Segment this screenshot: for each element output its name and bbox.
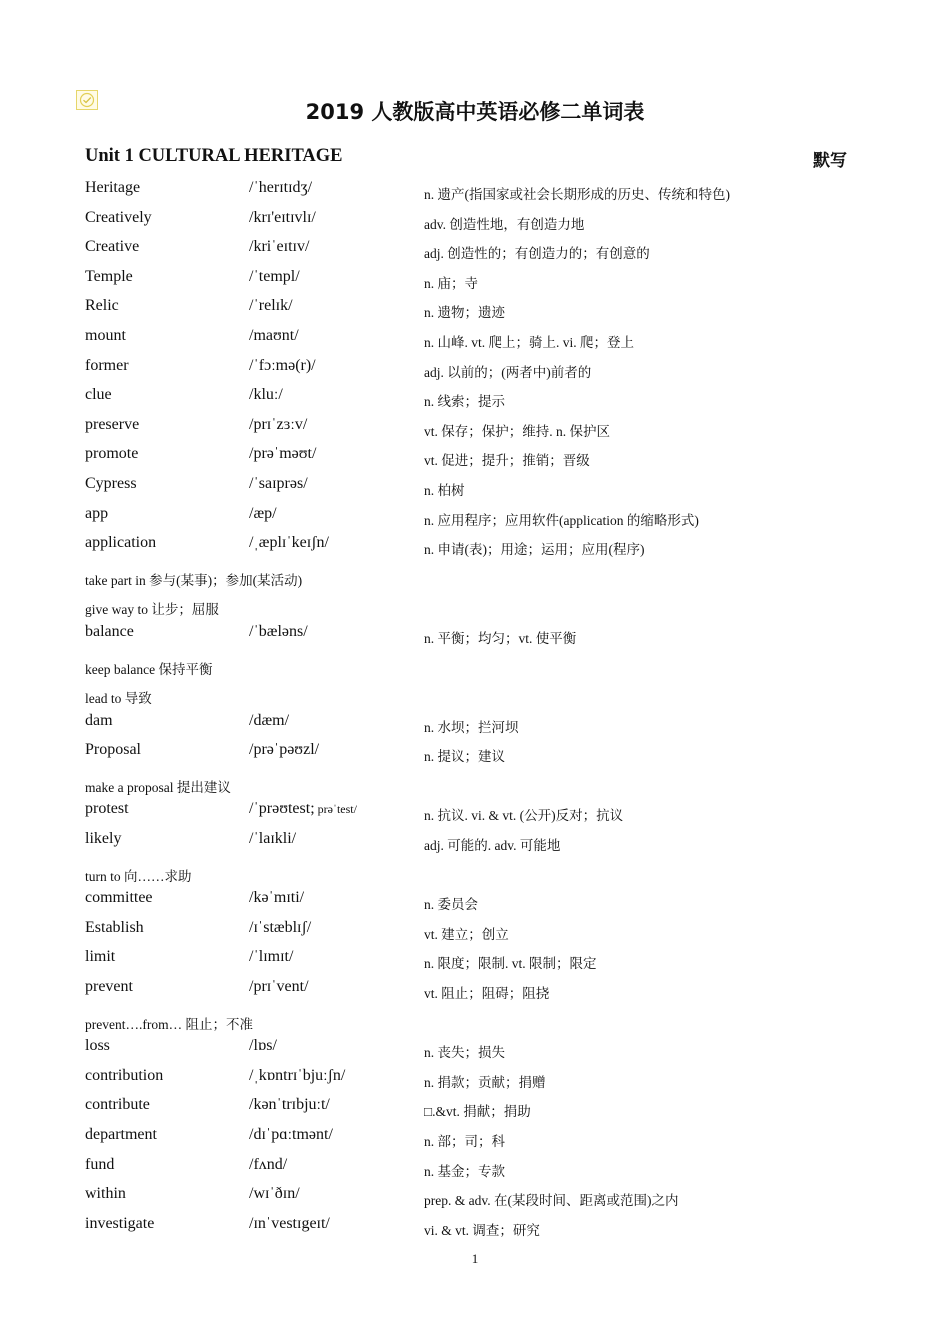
vocab-phonetic (249, 534, 329, 552)
vocab-phonetic (249, 238, 309, 256)
vocab-row (85, 738, 885, 768)
phrase-text: take part in 参与(某事)；参加(某活动) (85, 572, 303, 588)
vocab-meaning: n. 柏树 (424, 482, 465, 498)
vocab-meaning: adj. 创造性的；有创造力的；有创意的 (424, 246, 650, 262)
phonetic-text: /prəˈpəʊzl/ (249, 741, 320, 759)
vocab-row (85, 383, 885, 413)
vocab-row (85, 1034, 885, 1064)
vocab-meaning: n. 限度；限制. vt. 限制；限定 (424, 956, 597, 972)
vocab-row (85, 1212, 885, 1242)
vocab-phonetic (249, 919, 311, 937)
phonetic-text: /dɪˈpɑːtmənt/ (249, 1126, 333, 1143)
vocab-meaning: vt. 促进；提升；推销；晋级 (424, 453, 590, 469)
vocab-meaning: prep. & adv. 在(某段时间、距离或范围)之内 (424, 1193, 679, 1209)
phrase-row (85, 1005, 885, 1035)
page-number: 1 (471, 1251, 479, 1266)
phrase-text: turn to 向……求助 (85, 868, 192, 884)
vocab-phonetic (249, 1037, 277, 1055)
vocab-meaning: n. 平衡；均匀；vt. 使平衡 (424, 630, 577, 646)
phonetic-text: /wɪˈðɪn/ (249, 1185, 300, 1203)
vocab-row (85, 1093, 885, 1123)
phonetic-text: /dæm/ (249, 711, 290, 729)
vocab-meaning: vt. 阻止；阻碍；阻挠 (424, 986, 550, 1002)
phonetic-text: /kəˈmɪti/ (249, 889, 305, 907)
vocab-phonetic (249, 505, 277, 523)
vocab-meaning: adj. 可能的. adv. 可能地 (424, 838, 561, 854)
vocab-row (85, 945, 885, 975)
vocab-phonetic (249, 978, 309, 996)
vocab-word: investigate (85, 1214, 155, 1232)
phonetic-text: /kriˈeɪtɪv/ (249, 238, 310, 256)
phonetic-text: /ˌkɒntrɪˈbjuːʃn/ (249, 1066, 346, 1084)
vocab-phonetic (249, 357, 316, 375)
vocab-phonetic (249, 386, 283, 404)
vocab-word: Cypress (85, 474, 137, 492)
vocab-phonetic (249, 445, 316, 463)
vocab-phonetic (249, 741, 319, 759)
vocab-row (85, 620, 885, 650)
vocab-row (85, 1123, 885, 1153)
vocab-row (85, 265, 885, 295)
vocab-meaning: n. 捐款；贡献；捐赠 (424, 1074, 546, 1090)
vocab-meaning: n. 应用程序；应用软件(application 的缩略形式) (424, 512, 699, 528)
vocab-meaning: n. 申请(表)；用途；运用；应用(程序) (424, 542, 645, 558)
vocab-meaning: n. 水坝；拦河坝 (424, 719, 519, 735)
vocab-word: likely (85, 830, 122, 848)
vocab-phonetic (249, 889, 304, 907)
phrase-text: make a proposal 提出建议 (85, 779, 231, 795)
vocab-word: Temple (85, 267, 133, 285)
vocab-word: app (85, 504, 109, 522)
vocab-meaning: vi. & vt. 调查；研究 (424, 1222, 540, 1238)
vocab-row (85, 324, 885, 354)
vocab-meaning: vt. 保存；保护；维持. n. 保护区 (424, 423, 611, 439)
vocab-phonetic (249, 948, 293, 966)
unit-heading: Unit 1 CULTURAL HERITAGE (85, 146, 343, 166)
vocab-word: Relic (85, 297, 119, 315)
dictation-label: 默写 (813, 151, 847, 171)
phonetic-text: /lɒs/ (249, 1037, 277, 1055)
phonetic-text: /ˈsaɪprəs/ (249, 474, 308, 492)
vocab-row (85, 472, 885, 502)
vocab-meaning: n. 遗物；遗迹 (424, 305, 505, 321)
vocab-row (85, 709, 885, 739)
phrase-row (85, 561, 885, 591)
vocab-row (85, 1153, 885, 1183)
vocab-word: preserve (85, 415, 140, 433)
phrase-text: prevent….from… 阻止；不准 (85, 1016, 253, 1032)
vocab-phonetic (249, 1156, 287, 1174)
vocab-meaning: n. 基金；专款 (424, 1163, 505, 1179)
vocab-phonetic (249, 830, 296, 848)
phonetic-text: /ˈrelɪk/ (249, 297, 293, 315)
vocab-meaning: n. 遗产(指国家或社会长期形成的历史、传统和特色) (424, 187, 730, 202)
vocab-phonetic (249, 1215, 330, 1233)
vocab-word: protest (85, 800, 129, 818)
phrase-row (85, 768, 885, 798)
phonetic-text: /æp/ (249, 504, 277, 522)
vocab-row (85, 916, 885, 946)
vocab-row (85, 235, 885, 265)
phonetic-text: /krɪ'eɪtɪvlɪ/ (249, 208, 316, 226)
vocab-meaning: n. 庙；寺 (424, 275, 478, 291)
phrase-text: keep balance 保持平衡 (85, 661, 213, 677)
vocab-word: Establish (85, 918, 144, 936)
vocab-word: contribute (85, 1096, 150, 1114)
phrase-row (85, 650, 885, 680)
phonetic-text: /prəˈməʊt/ (249, 445, 317, 463)
vocab-phonetic (249, 416, 307, 434)
vocab-row (85, 531, 885, 561)
phonetic-text: /ˈherɪtɪdʒ/ (249, 179, 313, 196)
vocab-word: dam (85, 711, 113, 729)
phrase-row (85, 679, 885, 709)
phonetic-text: /ˈlaɪkli/ (249, 830, 297, 848)
vocab-word: Creative (85, 238, 140, 256)
phonetic-text: /fʌnd/ (249, 1155, 288, 1173)
vocab-phonetic (249, 712, 289, 730)
vocab-phonetic (249, 1096, 330, 1114)
vocab-meaning: □.&vt. 捐献；捐助 (424, 1104, 531, 1120)
vocab-phonetic (249, 297, 293, 315)
vocab-meaning: n. 部；司；科 (424, 1134, 505, 1149)
vocab-meaning: adv. 创造性地，有创造力地 (424, 216, 585, 232)
vocab-meaning: n. 提议；建议 (424, 749, 505, 765)
vocab-meaning: n. 线索；提示 (424, 394, 505, 410)
vocab-phonetic (249, 268, 300, 286)
vocab-word: department (85, 1126, 157, 1143)
vocab-row (85, 797, 885, 827)
phrase-row (85, 590, 885, 620)
vocab-word: Creatively (85, 208, 152, 226)
vocab-row (85, 442, 885, 472)
vocab-word: promote (85, 445, 139, 463)
phonetic-alt-text: prəˈtest/ (314, 802, 357, 817)
vocab-phonetic (249, 1126, 333, 1144)
vocab-word: clue (85, 386, 112, 404)
vocab-meaning: vt. 建立；创立 (424, 926, 509, 942)
vocab-phonetic (249, 327, 299, 345)
phonetic-text: /ˈtempl/ (249, 267, 300, 285)
phonetic-text: /prɪˈzɜːv/ (249, 415, 308, 433)
vocab-word: Proposal (85, 741, 141, 759)
vocab-row (85, 1182, 885, 1212)
vocab-row (85, 294, 885, 324)
vocab-word: Heritage (85, 179, 141, 196)
vocab-meaning: n. 山峰. vt. 爬上；骑上. vi. 爬；登上 (424, 334, 635, 350)
phrase-text: lead to 导致 (85, 691, 152, 707)
phonetic-text: /prɪˈvent/ (249, 978, 309, 996)
vocab-word: fund (85, 1155, 115, 1173)
vocab-row (85, 206, 885, 236)
vocab-word: balance (85, 622, 134, 640)
phonetic-text: /ˌæplɪˈkeɪʃn/ (249, 534, 329, 552)
vocab-meaning: adj. 以前的；(两者中)前者的 (424, 364, 592, 380)
vocabulary-list (85, 176, 885, 1241)
phonetic-text: /kənˈtrɪbjuːt/ (249, 1096, 330, 1114)
vocab-phonetic (249, 1067, 345, 1085)
phrase-row (85, 857, 885, 887)
vocab-meaning: n. 抗议. vi. & vt. (公开)反对；抗议 (424, 808, 624, 824)
page-title: 2019 人教版高中英语必修二单词表 (305, 100, 645, 124)
vocab-row (85, 413, 885, 443)
vocab-word: loss (85, 1037, 110, 1055)
vocab-phonetic (249, 800, 357, 818)
vocab-word: prevent (85, 978, 133, 996)
vocab-row (85, 176, 885, 206)
vocab-row (85, 975, 885, 1005)
phonetic-text: /ˈlɪmɪt/ (249, 948, 294, 966)
phrase-text: give way to 让步；屈服 (85, 602, 219, 618)
vocab-phonetic (249, 623, 308, 641)
vocab-row (85, 502, 885, 532)
vocab-phonetic (249, 475, 308, 493)
phonetic-text: /maʊnt/ (249, 326, 299, 344)
vocab-word: within (85, 1185, 126, 1203)
vocab-word: committee (85, 889, 153, 907)
phonetic-text: /ɪnˈvestɪgeɪt/ (249, 1214, 330, 1232)
vocab-word: former (85, 356, 129, 374)
phonetic-text: /ˈfɔːmə(r)/ (249, 356, 316, 374)
vocab-row (85, 354, 885, 384)
phonetic-text: /ɪˈstæblɪʃ/ (249, 918, 312, 936)
vocab-row (85, 886, 885, 916)
vocab-word: mount (85, 326, 126, 344)
vocab-phonetic (249, 209, 316, 227)
phonetic-text: /ˈprəʊtest; (249, 800, 315, 818)
vocab-word: application (85, 534, 157, 552)
vocab-row (85, 827, 885, 857)
phonetic-text: /ˈbæləns/ (249, 622, 308, 640)
vocab-meaning: n. 委员会 (424, 897, 478, 913)
vocab-row (85, 1064, 885, 1094)
phonetic-text: /kluː/ (249, 386, 283, 404)
vocab-meaning: n. 丧失；损失 (424, 1045, 505, 1061)
vocab-phonetic (249, 179, 312, 197)
vocab-word: contribution (85, 1066, 164, 1084)
vocab-word: limit (85, 948, 116, 966)
vocab-phonetic (249, 1185, 300, 1203)
